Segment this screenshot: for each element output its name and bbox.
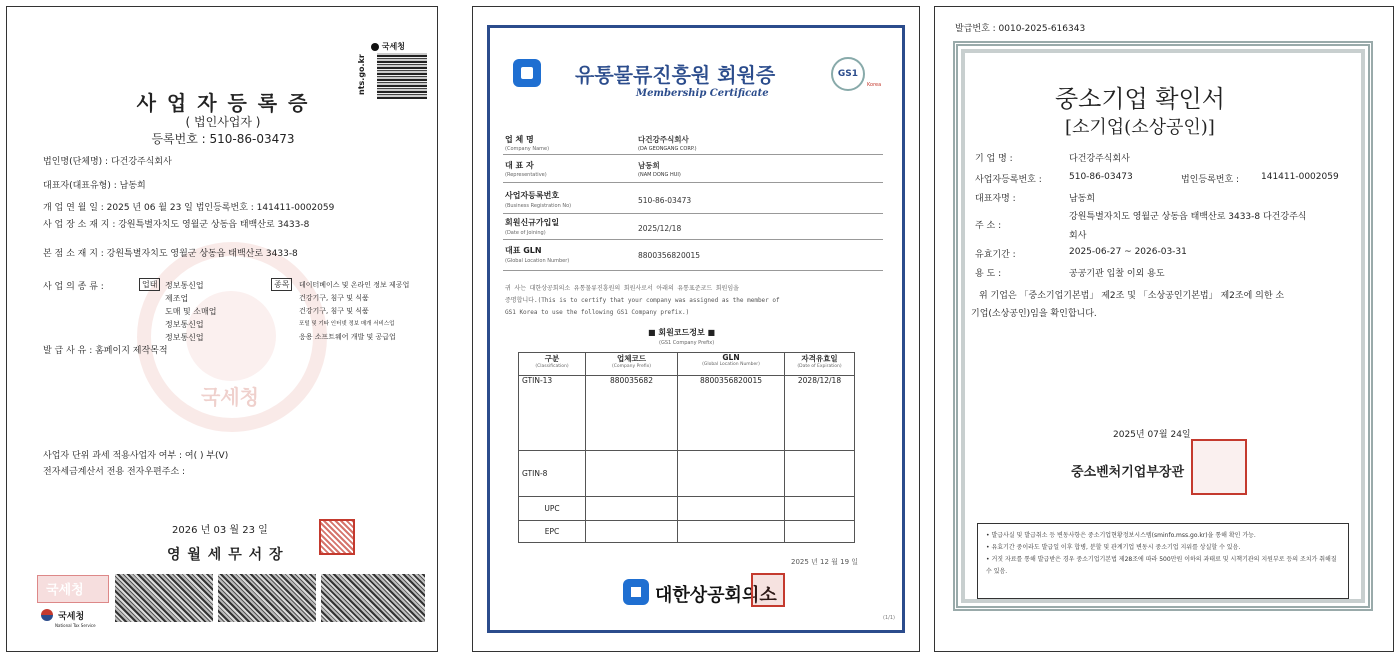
minister-title: 중소벤처기업부장관 xyxy=(1071,465,1185,480)
issue-date: 2026 년 03 월 23 일 xyxy=(172,525,268,536)
business-item: 데이터베이스 및 온라인 정보 제공업 xyxy=(299,281,410,289)
security-barcode xyxy=(218,574,316,622)
business-type-label: 사 업 의 종 류 : xyxy=(43,282,104,292)
certificate-title: 중소기업 확인서 xyxy=(1055,85,1225,113)
business-type-tag: 업태 xyxy=(139,278,160,291)
field-sublabel: (Representative) xyxy=(505,172,547,178)
representative-row: 대표자(대표유형) : 남동희 xyxy=(43,181,146,191)
table-cell: 880035682 xyxy=(586,376,678,451)
certification-paragraph: 귀 사는 대한상공회의소 유통물류진흥원의 회원사로서 아래의 유통표준코드 회원임을 증명합니다.(This is to certify that your company was assigned as the member of GS1 Korea to use the following GS1 Company prefix.) xyxy=(505,285,780,316)
field-divider xyxy=(503,182,883,183)
field-divider xyxy=(503,239,883,240)
column-header: 구분 (Classification) xyxy=(519,353,586,376)
table-cell xyxy=(678,451,785,497)
table-cell xyxy=(785,521,855,543)
table-row xyxy=(519,521,855,543)
rep-label: 대표자명 : xyxy=(975,194,1016,204)
statement-line-2: 기업(소상공인)임을 확인합니다. xyxy=(971,309,1097,319)
use-value: 공공기관 입찰 이외 용도 xyxy=(1069,269,1165,279)
open-date-row: 개 업 연 월 일 : 2025 년 06 월 23 일 법인등록번호 : 141411-0002059 xyxy=(43,203,335,213)
field-divider xyxy=(503,270,883,271)
issue-number: 발급번호 : 0010-2025-616343 xyxy=(955,24,1086,34)
table-cell xyxy=(785,451,855,497)
registration-number: 등록번호 : 510-86-03473 xyxy=(151,132,295,146)
business-type-list xyxy=(165,279,216,344)
business-item: 건강기구, 침구 및 식품 xyxy=(299,307,369,315)
security-barcode xyxy=(115,574,213,622)
sme-confirmation-certificate xyxy=(934,6,1394,652)
certificate-subtitle: Membership Certificate xyxy=(636,88,769,99)
business-item: 응용 소프트웨어 개발 및 공급업 xyxy=(299,333,396,341)
nts-icon xyxy=(371,43,379,51)
table-cell: EPC xyxy=(519,521,586,543)
business-item-list xyxy=(299,279,409,344)
unit-taxation-row: 사업자 단위 과세 적용사업자 여부 : 여( ) 부(V) xyxy=(43,451,229,461)
business-type: 정보통신업 xyxy=(165,281,204,290)
issue-date: 2025년 07월 24일 xyxy=(1113,430,1191,440)
address-label: 주 소 : xyxy=(975,221,1002,231)
minister-red-seal xyxy=(1191,439,1247,495)
business-item-tag: 종목 xyxy=(271,278,292,291)
section-subtitle: (GS1 Company Prefix) xyxy=(659,340,715,346)
issuer-gear-icon xyxy=(623,579,649,605)
table-cell: UPC xyxy=(519,497,586,521)
column-header: 자격유효일 (Date of Expiration) xyxy=(785,353,855,376)
field-label: 대표 GLN xyxy=(505,246,542,255)
field-label: 회원신규가입일 xyxy=(505,218,560,227)
address-value: 강원특별자치도 영월군 상동읍 태백산로 3433-8 다건강주식 xyxy=(1069,212,1307,222)
tax-office-name: 영 월 세 무 서 장 xyxy=(167,547,284,563)
regno-label: 사업자등록번호 : xyxy=(975,175,1042,185)
document-subtitle: ( 법인사업자 ) xyxy=(185,115,261,129)
notice-item: • 발급사실 및 발급취소 등 변동사항은 중소기업현황정보시스템(sminfo.mss.go.kr)을 통해 확인 가능. xyxy=(986,532,1256,539)
business-type: 도매 및 소매업 xyxy=(165,307,217,316)
notice-box xyxy=(977,523,1349,599)
taegeuk-icon xyxy=(41,609,53,621)
table-header-row xyxy=(519,353,855,376)
business-address-row: 사 업 장 소 재 지 : 강원특별자치도 영월군 상동읍 태백산로 3433-8 xyxy=(43,220,310,230)
field-label: 업 체 명 xyxy=(505,135,534,144)
issue-date: 2025 년 12 월 19 일 xyxy=(791,558,859,566)
table-cell xyxy=(678,497,785,521)
e-invoice-email-row: 전자세금계산서 전용 전자우편주소 : xyxy=(43,467,186,477)
field-value-sub: (NAM DONG HUI) xyxy=(638,172,681,178)
gs1-logo-sub: Korea xyxy=(867,82,882,88)
corpno-value: 141411-0002059 xyxy=(1261,172,1339,182)
field-sublabel: (Business Registration No) xyxy=(505,203,572,209)
field-label: 사업자등록번호 xyxy=(505,191,560,200)
field-sublabel: (Global Location Number) xyxy=(505,258,570,264)
use-label: 용 도 : xyxy=(975,269,1002,279)
certificate-subtitle: [소기업(소상공인)] xyxy=(1065,117,1215,138)
validity-label: 유효기간 : xyxy=(975,250,1016,260)
field-divider xyxy=(503,213,883,214)
business-type: 제조업 xyxy=(165,294,189,303)
table-cell: GTIN-8 xyxy=(519,451,586,497)
column-header: GLN (Global Location Number) xyxy=(678,353,785,376)
business-type: 정보통신업 xyxy=(165,333,204,342)
official-red-seal xyxy=(319,519,355,555)
field-sublabel: (Date of Joining) xyxy=(505,230,546,236)
certificate-title: 유통물류진흥원 회원증 xyxy=(575,63,776,87)
table-cell xyxy=(785,497,855,521)
section-title: ■ 회원코드정보 ■ xyxy=(648,328,716,337)
page-number: (1/1) xyxy=(883,615,895,621)
gs1-logo: GS1 xyxy=(831,57,865,91)
field-value: 510-86-03473 xyxy=(638,196,692,205)
table-row xyxy=(519,497,855,521)
notice-item: • 거짓 자료를 통해 발급받은 경우 중소기업기본법 제28조에 따라 500만원 이하의 과태료 및 시책기관의 지원부로 등의 조치가 취해질 수 있음. xyxy=(986,556,1337,575)
footer-stamp-box: 국세청 xyxy=(37,575,109,603)
field-value: 8800356820015 xyxy=(638,251,701,260)
member-code-table xyxy=(518,352,855,543)
issuer-name: 대한상공회의소 xyxy=(655,585,777,606)
notice-item: • 유효기간 중이라도 발급일 이후 합병, 분할 및 관계기업 변동시 중소기업 지위를 상실할 수 있음. xyxy=(986,544,1241,551)
table-cell xyxy=(678,521,785,543)
table-cell xyxy=(586,521,678,543)
gs1-membership-certificate xyxy=(472,6,920,652)
company-value: 다건강주식회사 xyxy=(1069,154,1130,164)
table-row xyxy=(519,376,855,451)
issue-reason-row: 발 급 사 유 : 홈페이지 제작목적 xyxy=(43,346,168,356)
business-registration-certificate xyxy=(6,6,438,652)
business-item: 건강기구, 침구 및 식품 xyxy=(299,294,369,302)
statement-line-1: 위 기업은 「중소기업기본법」 제2조 및 「소상공인기본법」 제2조에 의한 소 xyxy=(979,291,1285,301)
table-cell: 8800356820015 xyxy=(678,376,785,451)
address-value-cont: 회사 xyxy=(1069,231,1087,241)
field-divider xyxy=(503,154,883,155)
field-sublabel: (Company Name) xyxy=(505,146,550,152)
regno-value: 510-86-03473 xyxy=(1069,172,1133,182)
nts-footer-logo: 국세청 National Tax Service xyxy=(41,604,96,628)
business-type: 정보통신업 xyxy=(165,320,204,329)
table-cell xyxy=(586,497,678,521)
gear-logo-icon xyxy=(513,59,541,87)
company-name-row: 법인명(단체명) : 다건강주식회사 xyxy=(43,157,172,167)
column-header: 업체코드 (Company Prefix) xyxy=(586,353,678,376)
field-label: 대 표 자 xyxy=(505,161,534,170)
table-row xyxy=(519,451,855,497)
field-value: 다건강주식회사 xyxy=(638,135,689,144)
business-item: 포털 및 기타 인터넷 정보 매개 서비스업 xyxy=(299,321,395,327)
rep-value: 남동희 xyxy=(1069,194,1096,204)
chamber-red-seal xyxy=(751,573,785,607)
company-label: 기 업 명 : xyxy=(975,154,1013,164)
domain-text: nts.go.kr xyxy=(357,54,366,95)
field-value: 2025/12/18 xyxy=(638,224,682,233)
table-cell: GTIN-13 xyxy=(519,376,586,451)
hq-address-row: 본 점 소 재 지 : 강원특별자치도 영월군 상동읍 태백산로 3433-8 xyxy=(43,249,298,259)
field-value-sub: (DA GEONGANG CORP.) xyxy=(638,146,697,152)
validity-value: 2025-06-27 ~ 2026-03-31 xyxy=(1069,247,1187,257)
corpno-label: 법인등록번호 : xyxy=(1181,175,1240,185)
nts-badge: 국세청 xyxy=(371,41,405,52)
security-barcode xyxy=(321,574,425,622)
field-value: 남동희 xyxy=(638,161,660,170)
document-title: 사 업 자 등 록 증 xyxy=(136,91,310,115)
table-cell xyxy=(586,451,678,497)
watermark-text: 국세청 xyxy=(201,385,259,409)
table-cell: 2028/12/18 xyxy=(785,376,855,451)
